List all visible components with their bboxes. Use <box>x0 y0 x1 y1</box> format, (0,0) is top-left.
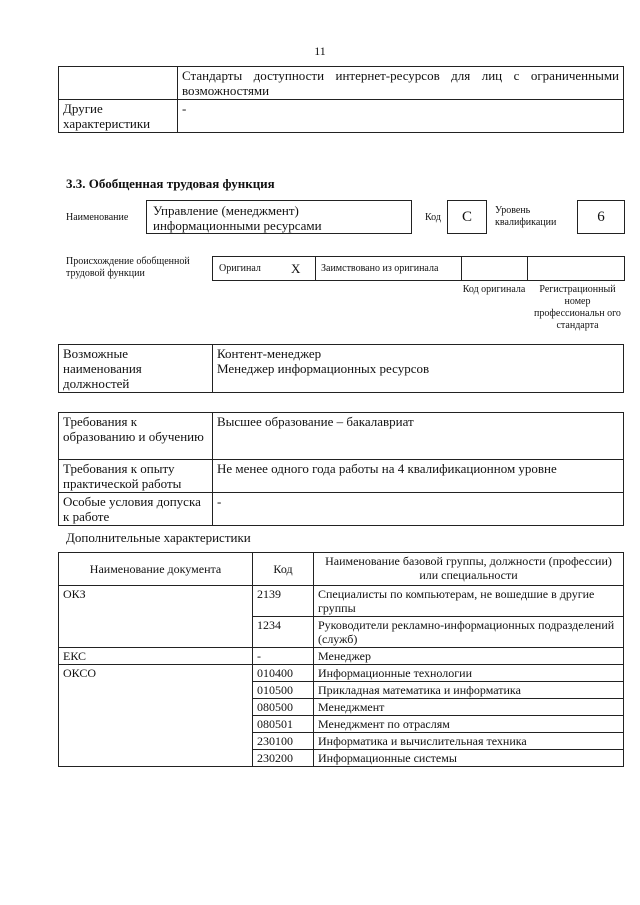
row-code: 230100 <box>253 733 314 750</box>
position-item: Менеджер информационных ресурсов <box>217 361 430 376</box>
code-value: С <box>447 200 487 234</box>
name-value: Управление (менеджмент) информационными ресурсами <box>153 203 322 233</box>
original-mark: X <box>291 261 301 276</box>
requirements-table <box>58 412 624 526</box>
row-code: 010400 <box>253 665 314 682</box>
row-code: 010500 <box>253 682 314 699</box>
row-label: Другие характеристики <box>59 100 178 133</box>
row-label <box>59 67 178 100</box>
table-row <box>59 460 624 493</box>
requirement-label: Требования к опыту практической работы <box>59 460 213 493</box>
original-label: Оригинал <box>219 263 261 274</box>
borrowed-label: Заимствовано из оригинала <box>321 263 439 274</box>
row-name: Информационные системы <box>314 750 624 767</box>
code-original-caption: Код оригинала <box>462 284 526 295</box>
header-document: Наименование документа <box>59 553 253 586</box>
row-value-line2: возможностями <box>182 83 270 98</box>
table-header-row <box>59 553 624 586</box>
doc-name: ОКЗ <box>59 586 253 648</box>
table-row <box>59 413 624 460</box>
positions-values <box>213 345 624 393</box>
row-name: Менеджмент <box>314 699 624 716</box>
row-name: Прикладная математика и информатика <box>314 682 624 699</box>
section-heading: 3.3. Обобщенная трудовая функция <box>66 176 275 191</box>
table-row <box>59 67 624 100</box>
row-name: Информатика и вычислительная техника <box>314 733 624 750</box>
positions-label: Возможные наименования должностей <box>59 345 213 393</box>
positions-table <box>58 344 624 393</box>
origin-box <box>212 256 625 281</box>
reg-number-caption: Регистрационный номер профессиональн ого стандарта <box>534 284 621 331</box>
table-row <box>59 586 624 617</box>
level-label: Уровень квалификации <box>495 205 557 228</box>
row-value: - <box>178 100 624 133</box>
requirement-value: Высшее образование – бакалавриат <box>213 413 624 460</box>
divider <box>461 257 462 280</box>
requirement-label: Требования к образованию и обучению <box>59 413 213 460</box>
additional-title: Дополнительные характеристики <box>66 530 251 545</box>
doc-name: ОКСО <box>59 665 253 767</box>
divider <box>315 257 316 280</box>
top-characteristics-table <box>58 66 624 133</box>
doc-name: ЕКС <box>59 648 253 665</box>
table-row <box>59 665 624 682</box>
header-code: Код <box>253 553 314 586</box>
row-code: 230200 <box>253 750 314 767</box>
row-name: Руководители рекламно-информационных подразделений (служб) <box>314 617 624 648</box>
row-name: Менеджер <box>314 648 624 665</box>
name-label: Наименование <box>66 212 129 223</box>
page-number: 11 <box>314 44 326 58</box>
additional-table <box>58 552 624 767</box>
requirement-value: Не менее одного года работы на 4 квалификационном уровне <box>213 460 624 493</box>
row-code: 2139 <box>253 586 314 617</box>
origin-label: Происхождение обобщенной трудовой функции <box>66 256 190 279</box>
row-code: 080501 <box>253 716 314 733</box>
row-value <box>178 67 624 100</box>
row-value-line1: Стандарты доступности интернет-ресурсов для лиц с ограниченными <box>182 68 619 83</box>
row-name: Информационные технологии <box>314 665 624 682</box>
row-name: Менеджмент по отраслям <box>314 716 624 733</box>
table-row <box>59 493 624 526</box>
name-value-box <box>146 200 412 234</box>
row-name: Специалисты по компьютерам, не вошедшие в другие группы <box>314 586 624 617</box>
table-row <box>59 648 624 665</box>
row-code: - <box>253 648 314 665</box>
code-label: Код <box>425 212 441 223</box>
header-name: Наименование базовой группы, должности (профессии) или специальности <box>314 553 624 586</box>
requirement-label: Особые условия допуска к работе <box>59 493 213 526</box>
table-row <box>59 345 624 393</box>
level-value: 6 <box>577 200 625 234</box>
requirement-value: - <box>213 493 624 526</box>
row-code: 080500 <box>253 699 314 716</box>
row-code: 1234 <box>253 617 314 648</box>
table-row <box>59 100 624 133</box>
position-item: Контент-менеджер <box>217 346 322 361</box>
divider <box>527 257 528 280</box>
